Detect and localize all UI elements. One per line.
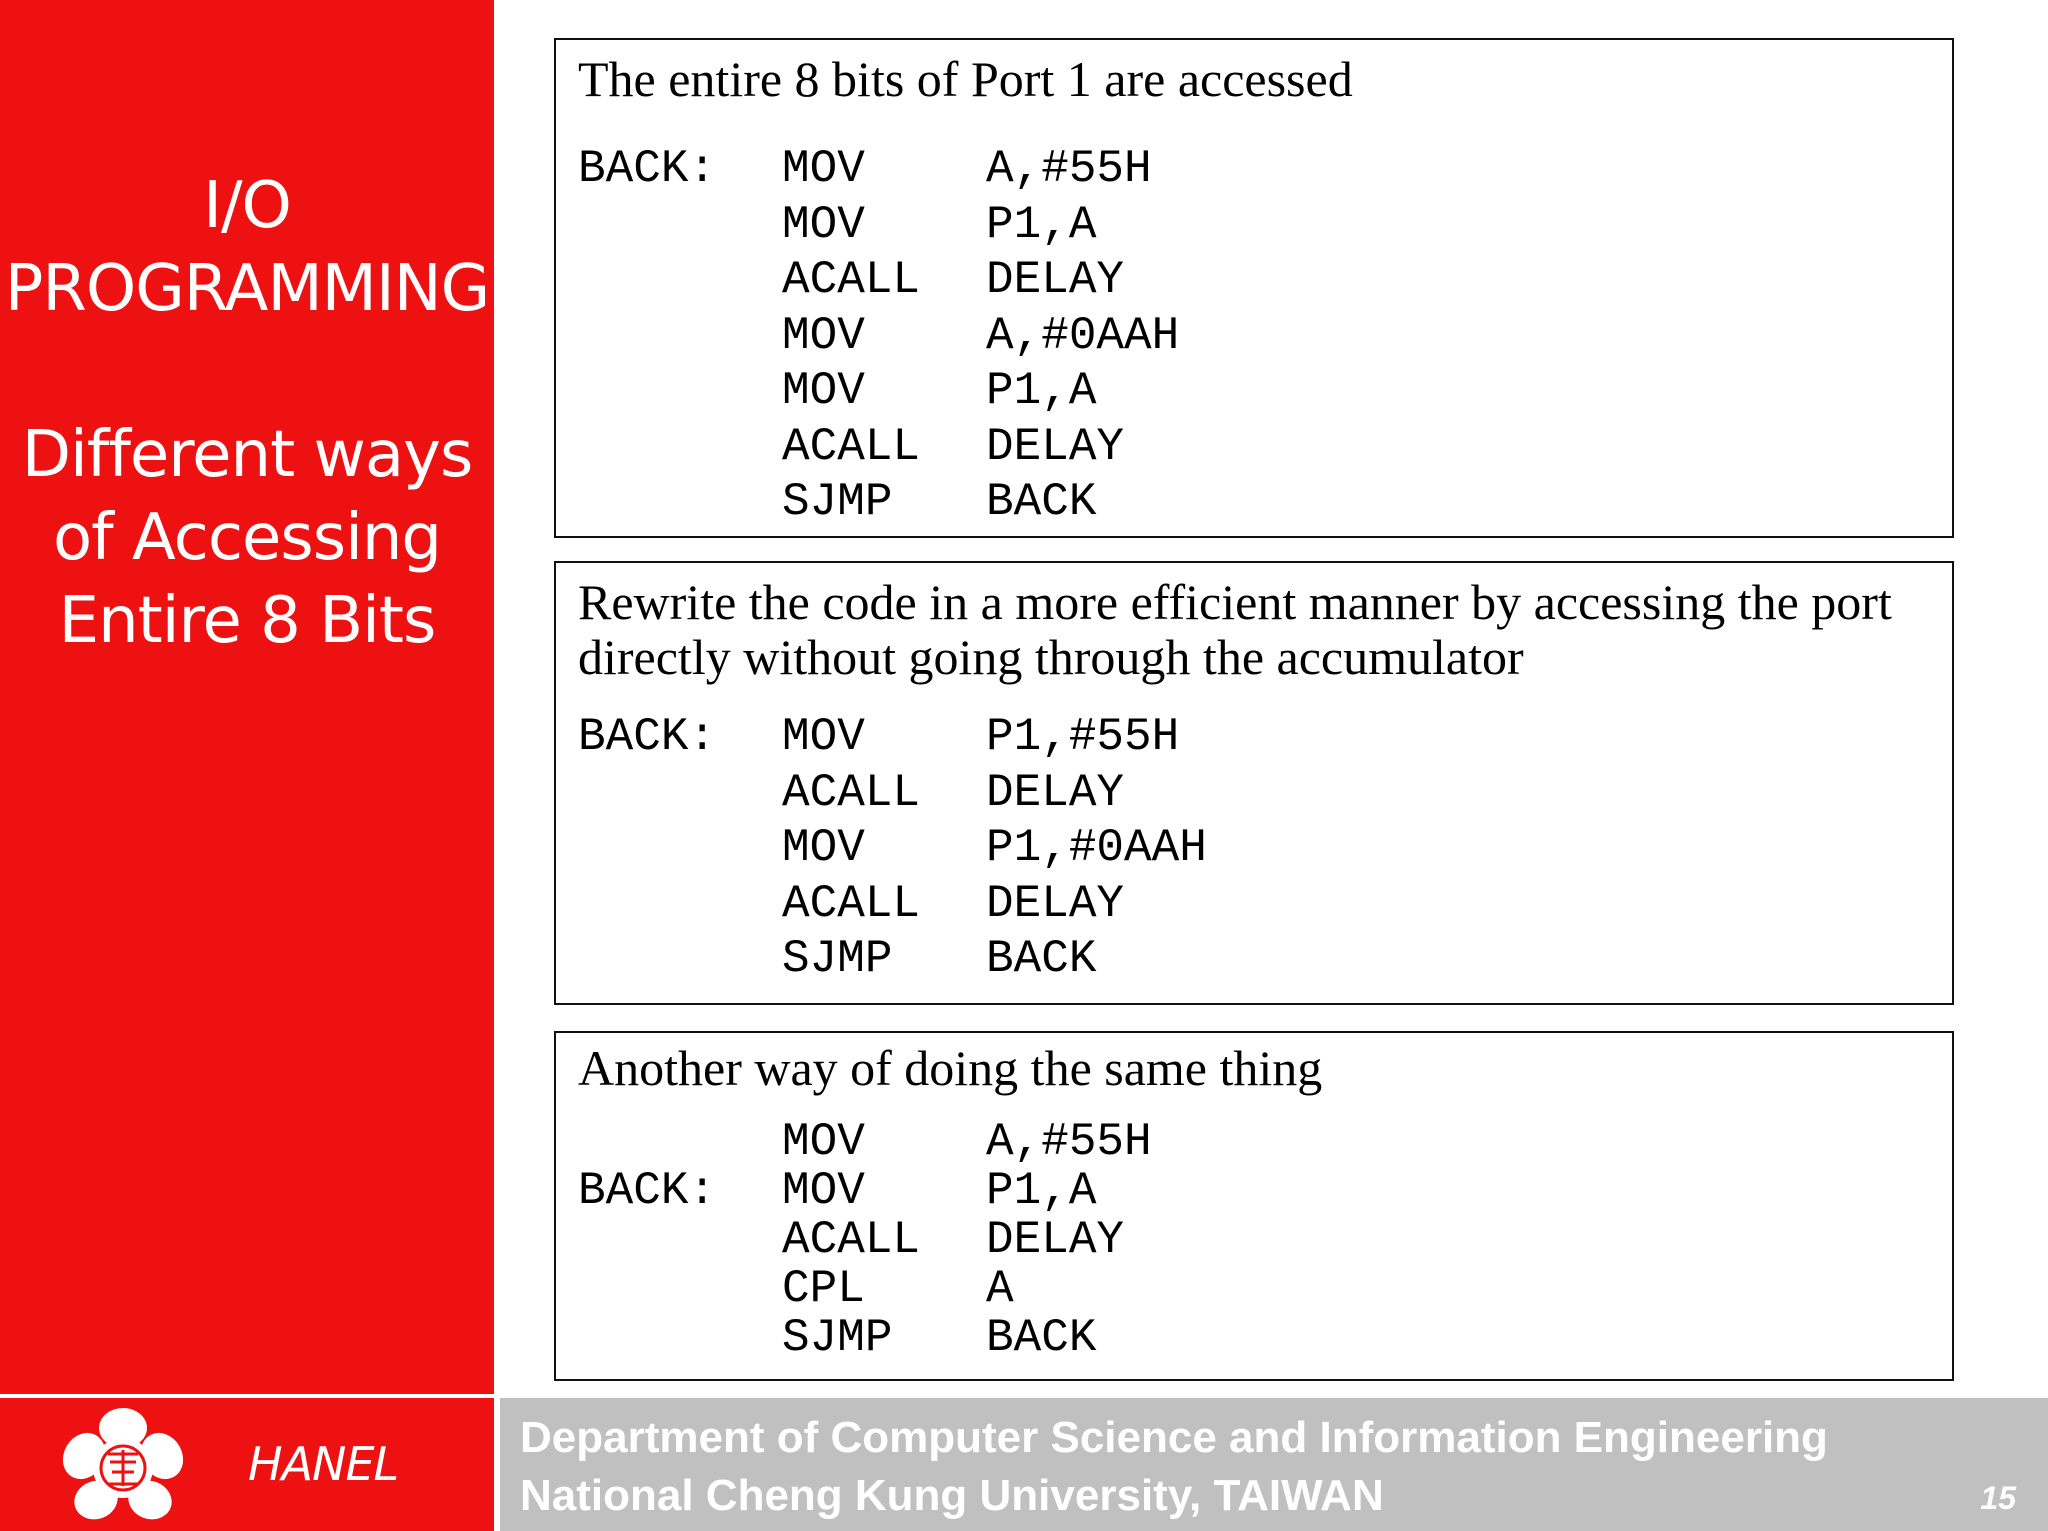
code-opcode: MOV [782, 309, 865, 362]
code-opcode: SJMP [782, 933, 893, 985]
code-operand: BACK [986, 476, 1097, 528]
code-operand: A [986, 1263, 1014, 1315]
code-operand: DELAY [986, 1214, 1125, 1266]
university-name: National Cheng Kung University, TAIWAN [520, 1471, 1384, 1520]
code-operand: DELAY [986, 766, 1125, 819]
code-label: BACK: [578, 143, 717, 195]
code-panel-1 [554, 38, 1954, 538]
code-operand: DELAY [986, 877, 1125, 930]
code-operand: P1,A [986, 198, 1097, 251]
code-opcode: SJMP [782, 1312, 893, 1364]
panel-heading: The entire 8 bits of Port 1 are accessed [578, 51, 1353, 107]
code-opcode: MOV [782, 1165, 865, 1217]
department-name: Department of Computer Science and Information Engineering [520, 1413, 1828, 1462]
code-opcode: ACALL [782, 254, 921, 306]
code-operand: A,#0AAH [986, 309, 1180, 362]
code-opcode: ACALL [782, 766, 921, 819]
university-logo [58, 1406, 188, 1524]
code-label: BACK: [578, 711, 717, 763]
panel-heading [578, 575, 1932, 685]
code-panel-2 [554, 561, 1954, 1005]
panel-heading-line: Rewrite the code in a more efficient manner by accessing the port [578, 574, 1892, 630]
code-opcode: MOV [782, 711, 865, 763]
code-operand: P1,#0AAH [986, 822, 1207, 874]
section-title [0, 165, 494, 331]
code-label: BACK: [578, 1165, 717, 1217]
code-operand: BACK [986, 1312, 1097, 1364]
section-title-line: PROGRAMMING [4, 252, 490, 326]
sidebar [0, 0, 494, 1394]
footer-brand [0, 1398, 494, 1531]
code-opcode: MOV [782, 365, 865, 417]
section-subtitle [0, 414, 494, 663]
section-subtitle-line: of Accessing [52, 501, 442, 575]
page-number: 15 [1980, 1480, 2016, 1516]
code-opcode: ACALL [782, 1214, 921, 1266]
code-opcode: MOV [782, 1116, 865, 1168]
code-operand: A,#55H [986, 143, 1152, 195]
panel-heading-line: directly without going through the accumulator [578, 629, 1524, 685]
code-operand: P1,#55H [986, 711, 1180, 763]
code-operand: DELAY [986, 254, 1125, 306]
panel-heading: Another way of doing the same thing [578, 1040, 1323, 1096]
section-subtitle-line: Entire 8 Bits [58, 584, 436, 658]
footer-affiliation [500, 1398, 2048, 1531]
code-opcode: ACALL [782, 877, 921, 930]
code-opcode: MOV [782, 198, 865, 251]
section-subtitle-line: Different ways [21, 418, 473, 492]
code-operand: DELAY [986, 420, 1125, 473]
code-operand: P1,A [986, 365, 1097, 417]
code-operand: BACK [986, 933, 1097, 985]
author-name: HANEL [248, 1437, 399, 1491]
code-opcode: ACALL [782, 420, 921, 473]
code-opcode: CPL [782, 1263, 865, 1315]
code-panel-3 [554, 1031, 1954, 1381]
code-operand: A,#55H [986, 1116, 1152, 1168]
code-operand: P1,A [986, 1165, 1097, 1217]
code-opcode: MOV [782, 143, 865, 195]
code-opcode: SJMP [782, 476, 893, 528]
code-opcode: MOV [782, 822, 865, 874]
section-title-line: I/O [203, 169, 291, 243]
